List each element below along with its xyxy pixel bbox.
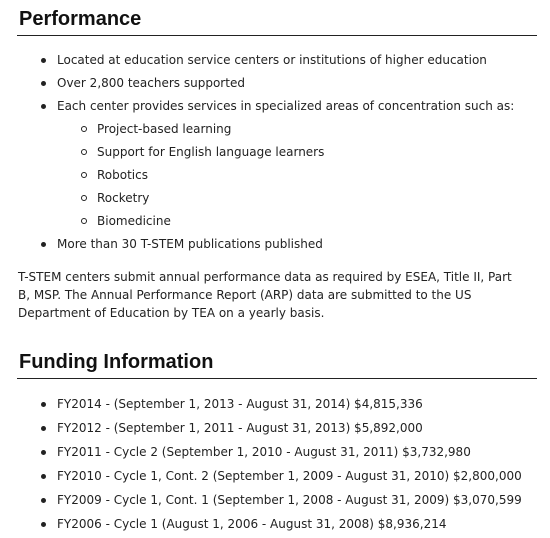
funding-item xyxy=(39,488,537,512)
circle-bullet-icon xyxy=(81,195,87,201)
sublist-item-text: Biomedicine xyxy=(97,214,171,228)
bullet-icon xyxy=(41,104,46,109)
list-item-text: Located at education service centers or institutions of higher education xyxy=(57,53,487,67)
sublist-item xyxy=(81,210,537,233)
bullet-icon xyxy=(41,426,46,431)
funding-item-text: FY2014 - (September 1, 2013 - August 31, 2014) $4,815,336 xyxy=(57,397,423,411)
bullet-icon xyxy=(41,522,46,527)
funding-section xyxy=(17,349,537,536)
list-item-text: More than 30 T-STEM publications published xyxy=(57,237,323,251)
sublist-item xyxy=(81,141,537,164)
sublist-item-text: Support for English language learners xyxy=(97,145,325,159)
bullet-icon xyxy=(41,474,46,479)
bullet-icon xyxy=(41,498,46,503)
funding-item xyxy=(39,512,537,536)
funding-item xyxy=(39,392,537,416)
list-item xyxy=(39,233,537,256)
sublist-item xyxy=(81,118,537,141)
circle-bullet-icon xyxy=(81,172,87,178)
performance-list xyxy=(17,49,537,256)
funding-item-text: FY2012 - (September 1, 2011 - August 31, 2013) $5,892,000 xyxy=(57,421,423,435)
bullet-icon xyxy=(41,450,46,455)
content-area xyxy=(17,0,537,536)
funding-list xyxy=(17,392,537,536)
funding-item xyxy=(39,440,537,464)
funding-item xyxy=(39,416,537,440)
list-item-text: Over 2,800 teachers supported xyxy=(57,76,245,90)
circle-bullet-icon xyxy=(81,126,87,132)
funding-item-text: FY2006 - Cycle 1 (August 1, 2006 - August 31, 2008) $8,936,214 xyxy=(57,517,447,531)
bullet-icon xyxy=(41,402,46,407)
sublist-item-text: Rocketry xyxy=(97,191,150,205)
funding-item-text: FY2010 - Cycle 1, Cont. 2 (September 1, 2009 - August 31, 2010) $2,800,000 xyxy=(57,469,522,483)
list-item xyxy=(39,49,537,72)
bullet-icon xyxy=(41,81,46,86)
bullet-icon xyxy=(41,58,46,63)
list-item xyxy=(39,72,537,95)
funding-item xyxy=(39,464,537,488)
sublist-item-text: Robotics xyxy=(97,168,148,182)
performance-heading: Performance xyxy=(17,6,537,36)
concentration-sublist xyxy=(57,118,537,233)
funding-item-text: FY2011 - Cycle 2 (September 1, 2010 - August 31, 2011) $3,732,980 xyxy=(57,445,471,459)
funding-heading: Funding Information xyxy=(17,349,537,379)
performance-paragraph: T-STEM centers submit annual performance data as required by ESEA, Title II, Part B, MSP. The Annual Performance Report (ARP) data are submitted to the US Department of Education by TEA on a yearly basis. xyxy=(18,270,512,320)
circle-bullet-icon xyxy=(81,218,87,224)
bullet-icon xyxy=(41,242,46,247)
funding-item-text: FY2009 - Cycle 1, Cont. 1 (September 1, 2008 - August 31, 2009) $3,070,599 xyxy=(57,493,522,507)
list-item xyxy=(39,95,537,233)
circle-bullet-icon xyxy=(81,149,87,155)
list-item-text: Each center provides services in specialized areas of concentration such as: xyxy=(57,99,515,113)
sublist-item xyxy=(81,187,537,210)
sublist-item xyxy=(81,164,537,187)
sublist-item-text: Project-based learning xyxy=(97,122,232,136)
